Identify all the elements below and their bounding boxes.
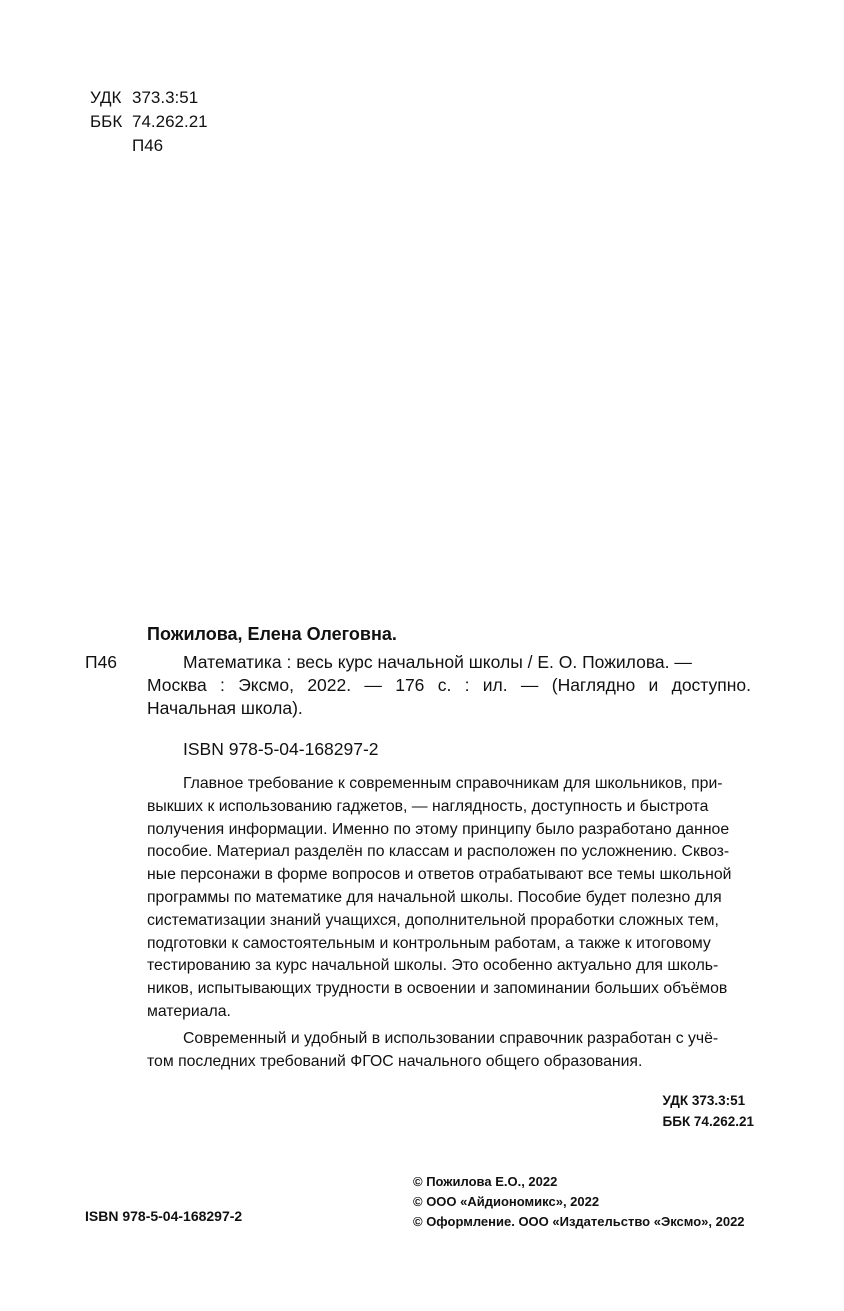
bib-author-sign: П46: [85, 652, 118, 672]
author-sign: П46: [132, 136, 164, 155]
classification-block: [90, 86, 208, 158]
author-sign-line: [90, 134, 208, 158]
annotation-line: том последних требований ФГОС начального общего образования.: [147, 1052, 643, 1070]
annotation-line: выкших к использованию гаджетов, — наглядность, доступность и быстрота: [147, 797, 709, 815]
copyright-line: © Оформление. ООО «Издательство «Эксмо», 2022: [413, 1214, 745, 1229]
annotation: [147, 773, 755, 1073]
bbk-label: ББК: [90, 112, 123, 131]
annotation-line: программы по математике для начальной школы. Пособие будет полезно для: [147, 888, 722, 906]
bbk-value: 74.262.21: [132, 112, 208, 131]
udk-value: 373.3:51: [132, 88, 199, 107]
annotation-line: подготовки к самостоятельным и контрольным работам, а также к итоговому: [147, 934, 711, 952]
footer-isbn: ISBN 978-5-04-168297-2: [85, 1208, 243, 1224]
bib-isbn: ISBN 978-5-04-168297-2: [183, 739, 379, 759]
udk-line: [90, 86, 208, 110]
annotation-line: ные персонажи в форме вопросов и ответов отрабатывают все темы школьной: [147, 866, 732, 884]
annotation-line: ников, испытывающих трудности в освоении и запоминании больших объёмов: [147, 980, 728, 998]
annotation-line: Главное требование к современным справочникам для школьников, при-: [183, 775, 723, 792]
classification-right: [663, 1090, 754, 1132]
annotation-paragraph-2: [147, 1028, 755, 1074]
annotation-line: получения информации. Именно по этому принципу было разработано данное: [147, 820, 730, 838]
copyright-block: [413, 1172, 745, 1232]
annotation-line: систематизации знаний учащихся, дополнительной проработки сложных тем,: [147, 911, 719, 929]
annotation-line: пособие. Материал разделён по классам и расположен по усложнению. Сквоз-: [147, 843, 730, 861]
annotation-line: тестированию за курс начальной школы. Это особенно актуально для школь-: [147, 957, 719, 975]
udk-right: УДК 373.3:51: [662, 1093, 746, 1108]
bib-line-3: Начальная школа).: [147, 698, 303, 718]
annotation-paragraph-1: [147, 773, 755, 1024]
bib-line-1: Математика : весь курс начальной школы / Е. О. Пожилова. —: [183, 652, 692, 672]
udk-label: УДК: [90, 88, 122, 107]
copyright-line: © Пожилова Е.О., 2022: [413, 1174, 558, 1189]
copyright-line: © ООО «Айдиономикс», 2022: [413, 1194, 600, 1209]
author-heading: Пожилова, Елена Олеговна.: [147, 624, 397, 644]
bib-line-2: Москва : Эксмо, 2022. — 176 с. : ил. — (Наглядно и доступно.: [147, 675, 751, 695]
annotation-line: Современный и удобный в использовании справочник разработан с учё-: [183, 1029, 719, 1047]
bib-description: [147, 651, 751, 720]
bbk-right: ББК 74.262.21: [662, 1114, 754, 1129]
annotation-line: материала.: [147, 1002, 231, 1020]
bbk-line: [90, 110, 208, 134]
